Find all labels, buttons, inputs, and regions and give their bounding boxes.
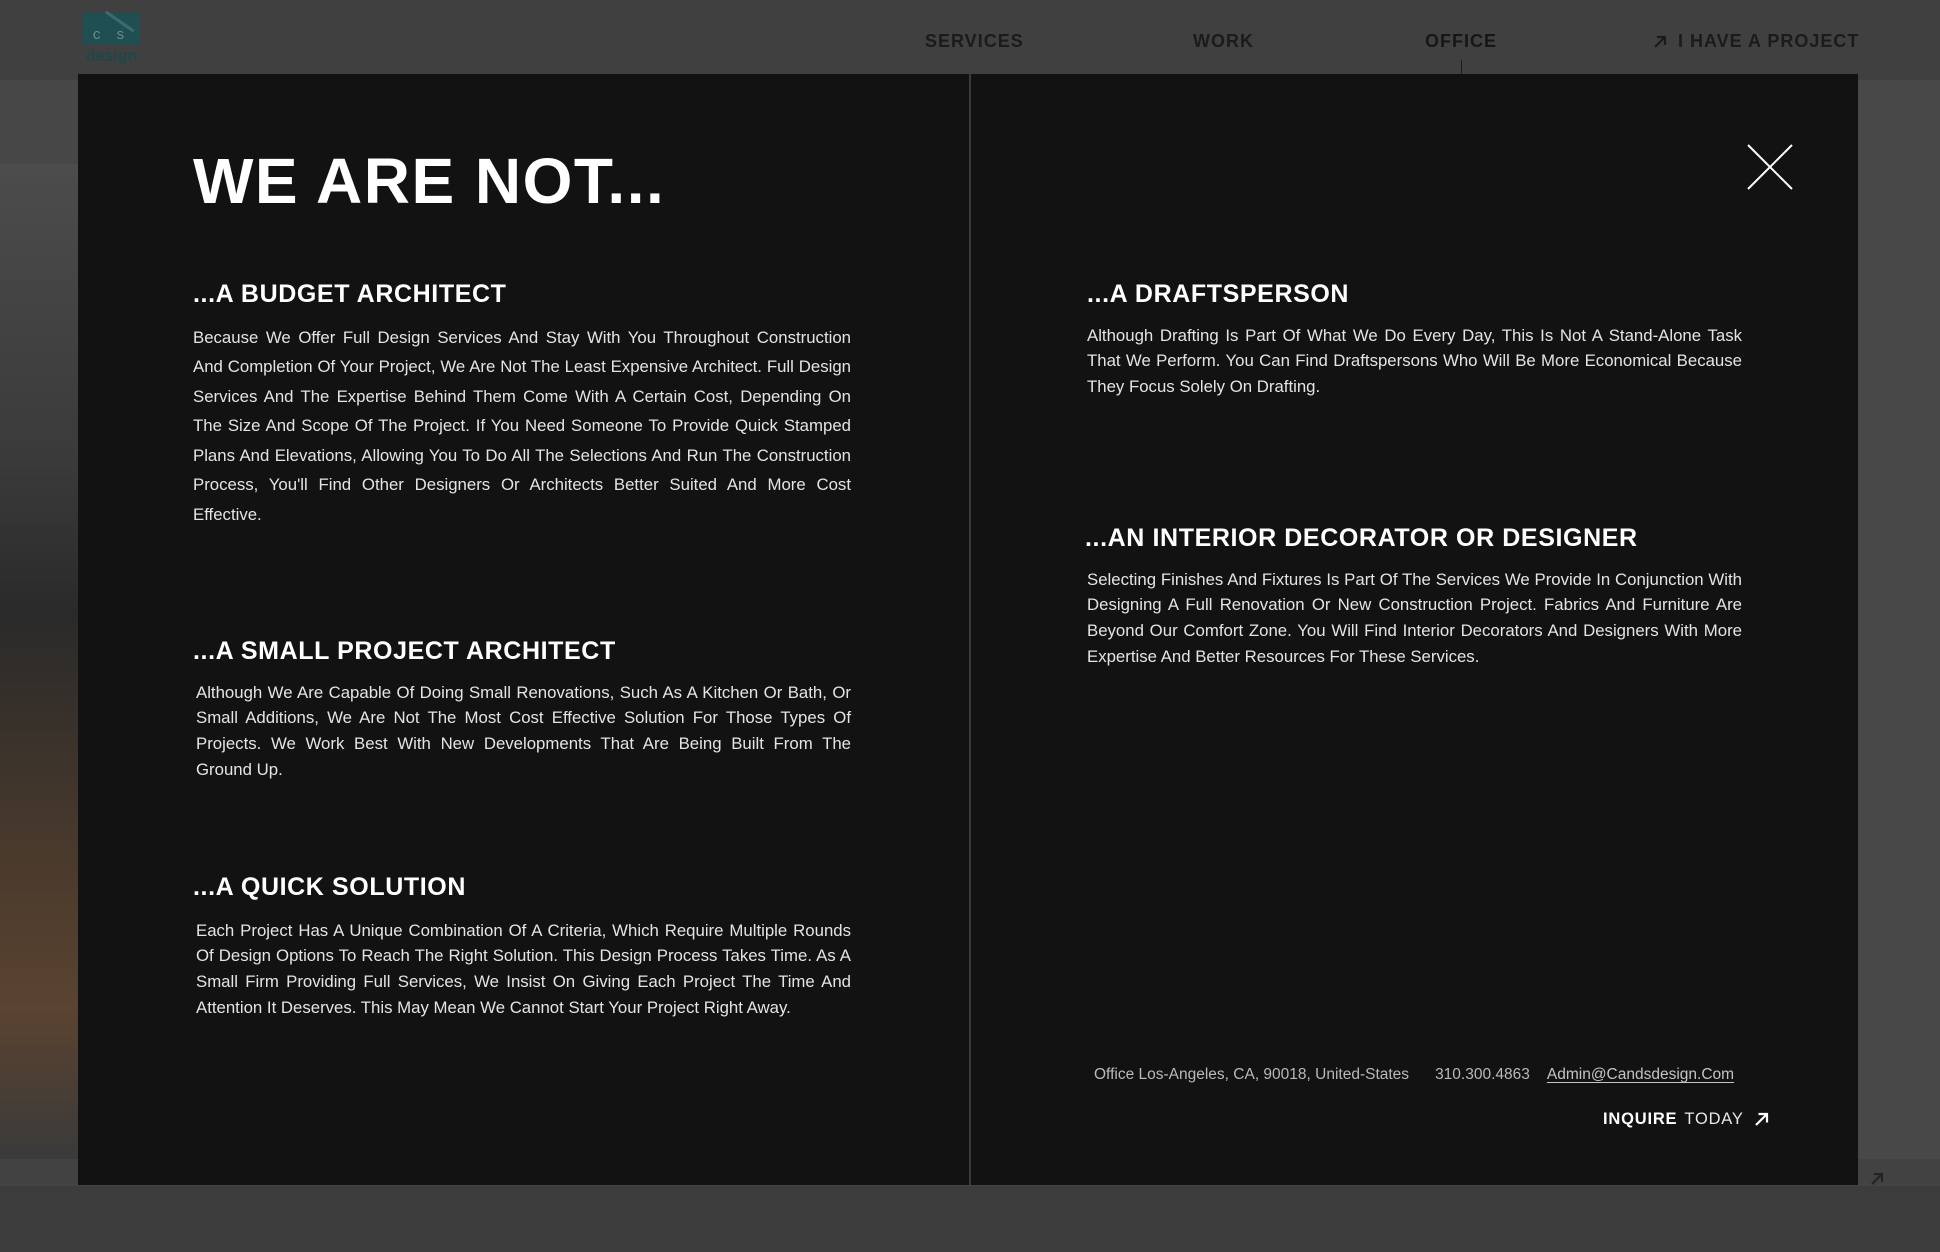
section-heading: ...A BUDGET ARCHITECT [193, 280, 507, 308]
nav-services[interactable]: SERVICES [925, 31, 1024, 51]
nav-project-label: I HAVE A PROJECT [1678, 31, 1860, 51]
logo[interactable] [83, 13, 140, 69]
section-heading: ...AN INTERIOR DECORATOR OR DESIGNER [1085, 524, 1638, 552]
section-heading: ...A SMALL PROJECT ARCHITECT [193, 637, 616, 665]
inquire-label: INQUIRE [1603, 1110, 1678, 1128]
arrow-up-right-icon [1652, 34, 1668, 50]
background-panel [1858, 80, 1940, 1159]
background-image [0, 164, 78, 1159]
we-are-not-modal [78, 74, 1858, 1185]
nav-project-cta[interactable] [1652, 31, 1859, 52]
office-address: Office Los-Angeles, CA, 90018, United-States [1094, 1066, 1410, 1083]
background-footer [0, 1185, 1940, 1252]
section-draftsperson [1087, 281, 1742, 400]
arrow-up-right-icon [1754, 1112, 1769, 1127]
contact-info [1094, 1063, 1850, 1087]
section-heading: ...A QUICK SOLUTION [193, 873, 466, 901]
column-divider [969, 74, 971, 1185]
background-panel [0, 80, 78, 164]
email-link[interactable]: Admin@Candsdesign.Com [1546, 1066, 1735, 1083]
section-body: Each Project Has A Unique Combination Of A Criteria, Which Require Multiple Rounds Of Design Options To Reach The Right Solution. This Design Process Takes Time. As A Small Firm Providing Full Services, We Insist On Giving Each Project The Time And Attention It Deserves. This May Mean We Cannot Start Your Project Right Away. [196, 920, 851, 1017]
section-budget-architect [193, 281, 851, 529]
nav-work[interactable]: WORK [1193, 31, 1254, 51]
arrow-up-right-icon [1870, 1172, 1884, 1186]
close-icon[interactable] [1746, 143, 1794, 191]
nav-office[interactable]: OFFICE [1425, 31, 1497, 51]
section-heading: ...A DRAFTSPERSON [1087, 280, 1350, 308]
section-small-project-architect [193, 638, 851, 782]
section-body: Although We Are Capable Of Doing Small Renovations, Such As A Kitchen Or Bath, Or Small Additions, We Are Not The Most Cost Effective Solution For Those Types Of Projects. We Work Best With New Developments That Are Being Built From The Ground Up. [196, 682, 851, 779]
site-header [0, 0, 1940, 81]
logo-letters: c s [92, 26, 131, 43]
inquire-today-link[interactable] [1603, 1110, 1769, 1129]
today-label: TODAY [1684, 1110, 1744, 1128]
section-quick-solution [193, 874, 851, 1020]
logo-word: design [85, 48, 138, 65]
modal-title: WE ARE NOT... [193, 145, 666, 217]
phone-number[interactable]: 310.300.4863 [1435, 1066, 1530, 1083]
logo-mark [83, 13, 140, 45]
section-body: Selecting Finishes And Fixtures Is Part Of The Services We Provide In Conjunction With Designing A Full Renovation Or New Construction Project. Fabrics And Furniture Are Beyond Our Comfort Zone. You Will Find Interior Decorators And Designers With More Expertise And Better Resources For These Services. [1087, 569, 1742, 666]
section-body: Because We Offer Full Design Services And Stay With You Throughout Construction And Completion Of Your Project, We Are Not The Least Expensive Architect. Full Design Services And The Expertise Behind Them Come With A Certain Cost, Depending On The Size And Scope Of The Project. If You Need Someone To Provide Quick Stamped Plans And Elevations, Allowing You To Do All The Selections And Run The Construction Process, You'll Find Other Designers Or Architects Better Suited And More Cost Effective. [193, 327, 851, 524]
section-interior-decorator [1085, 525, 1742, 669]
section-body: Although Drafting Is Part Of What We Do Every Day, This Is Not A Stand-Alone Task That We Perform. You Can Find Draftspersons Who Will Be More Economical Because They Focus Solely On Drafting. [1087, 325, 1742, 396]
